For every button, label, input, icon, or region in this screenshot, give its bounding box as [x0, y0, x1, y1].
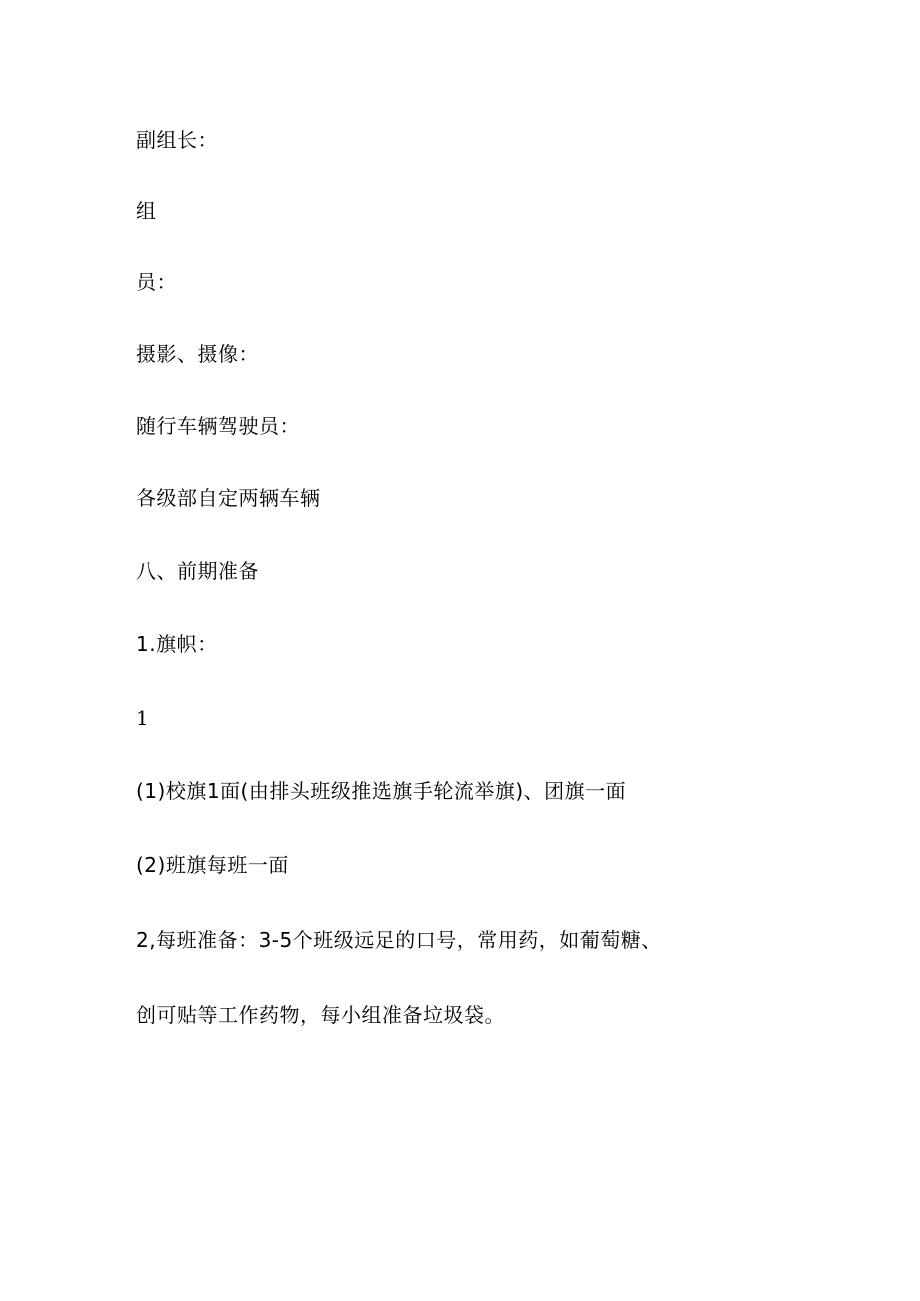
deputy-leader-label: 副组长：	[136, 128, 218, 152]
flag-item-1: (1)校旗1面(由排头班级推选旗手轮流举旗)、团旗一面	[136, 779, 627, 803]
driver-label: 随行车辆驾驶员：	[136, 414, 300, 438]
flag-item-2: (2)班旗每班一面	[136, 853, 289, 877]
item-flags-heading: 1.旗帜：	[136, 632, 218, 656]
photography-label: 摄影、摄像：	[136, 342, 259, 366]
group-label-part2: 员：	[136, 270, 177, 294]
vehicle-note: 各级部自定两辆车辆	[136, 486, 321, 510]
class-preparation-line2: 创可贴等工作药物，每小组准备垃圾袋。	[136, 1003, 505, 1027]
section-heading-preparation: 八、前期准备	[136, 559, 259, 583]
class-preparation-line1: 2,每班准备：3-5个班级远足的口号，常用药，如葡萄糖、	[136, 928, 662, 952]
stray-number: 1	[136, 706, 150, 730]
group-label-part1: 组	[136, 199, 157, 223]
